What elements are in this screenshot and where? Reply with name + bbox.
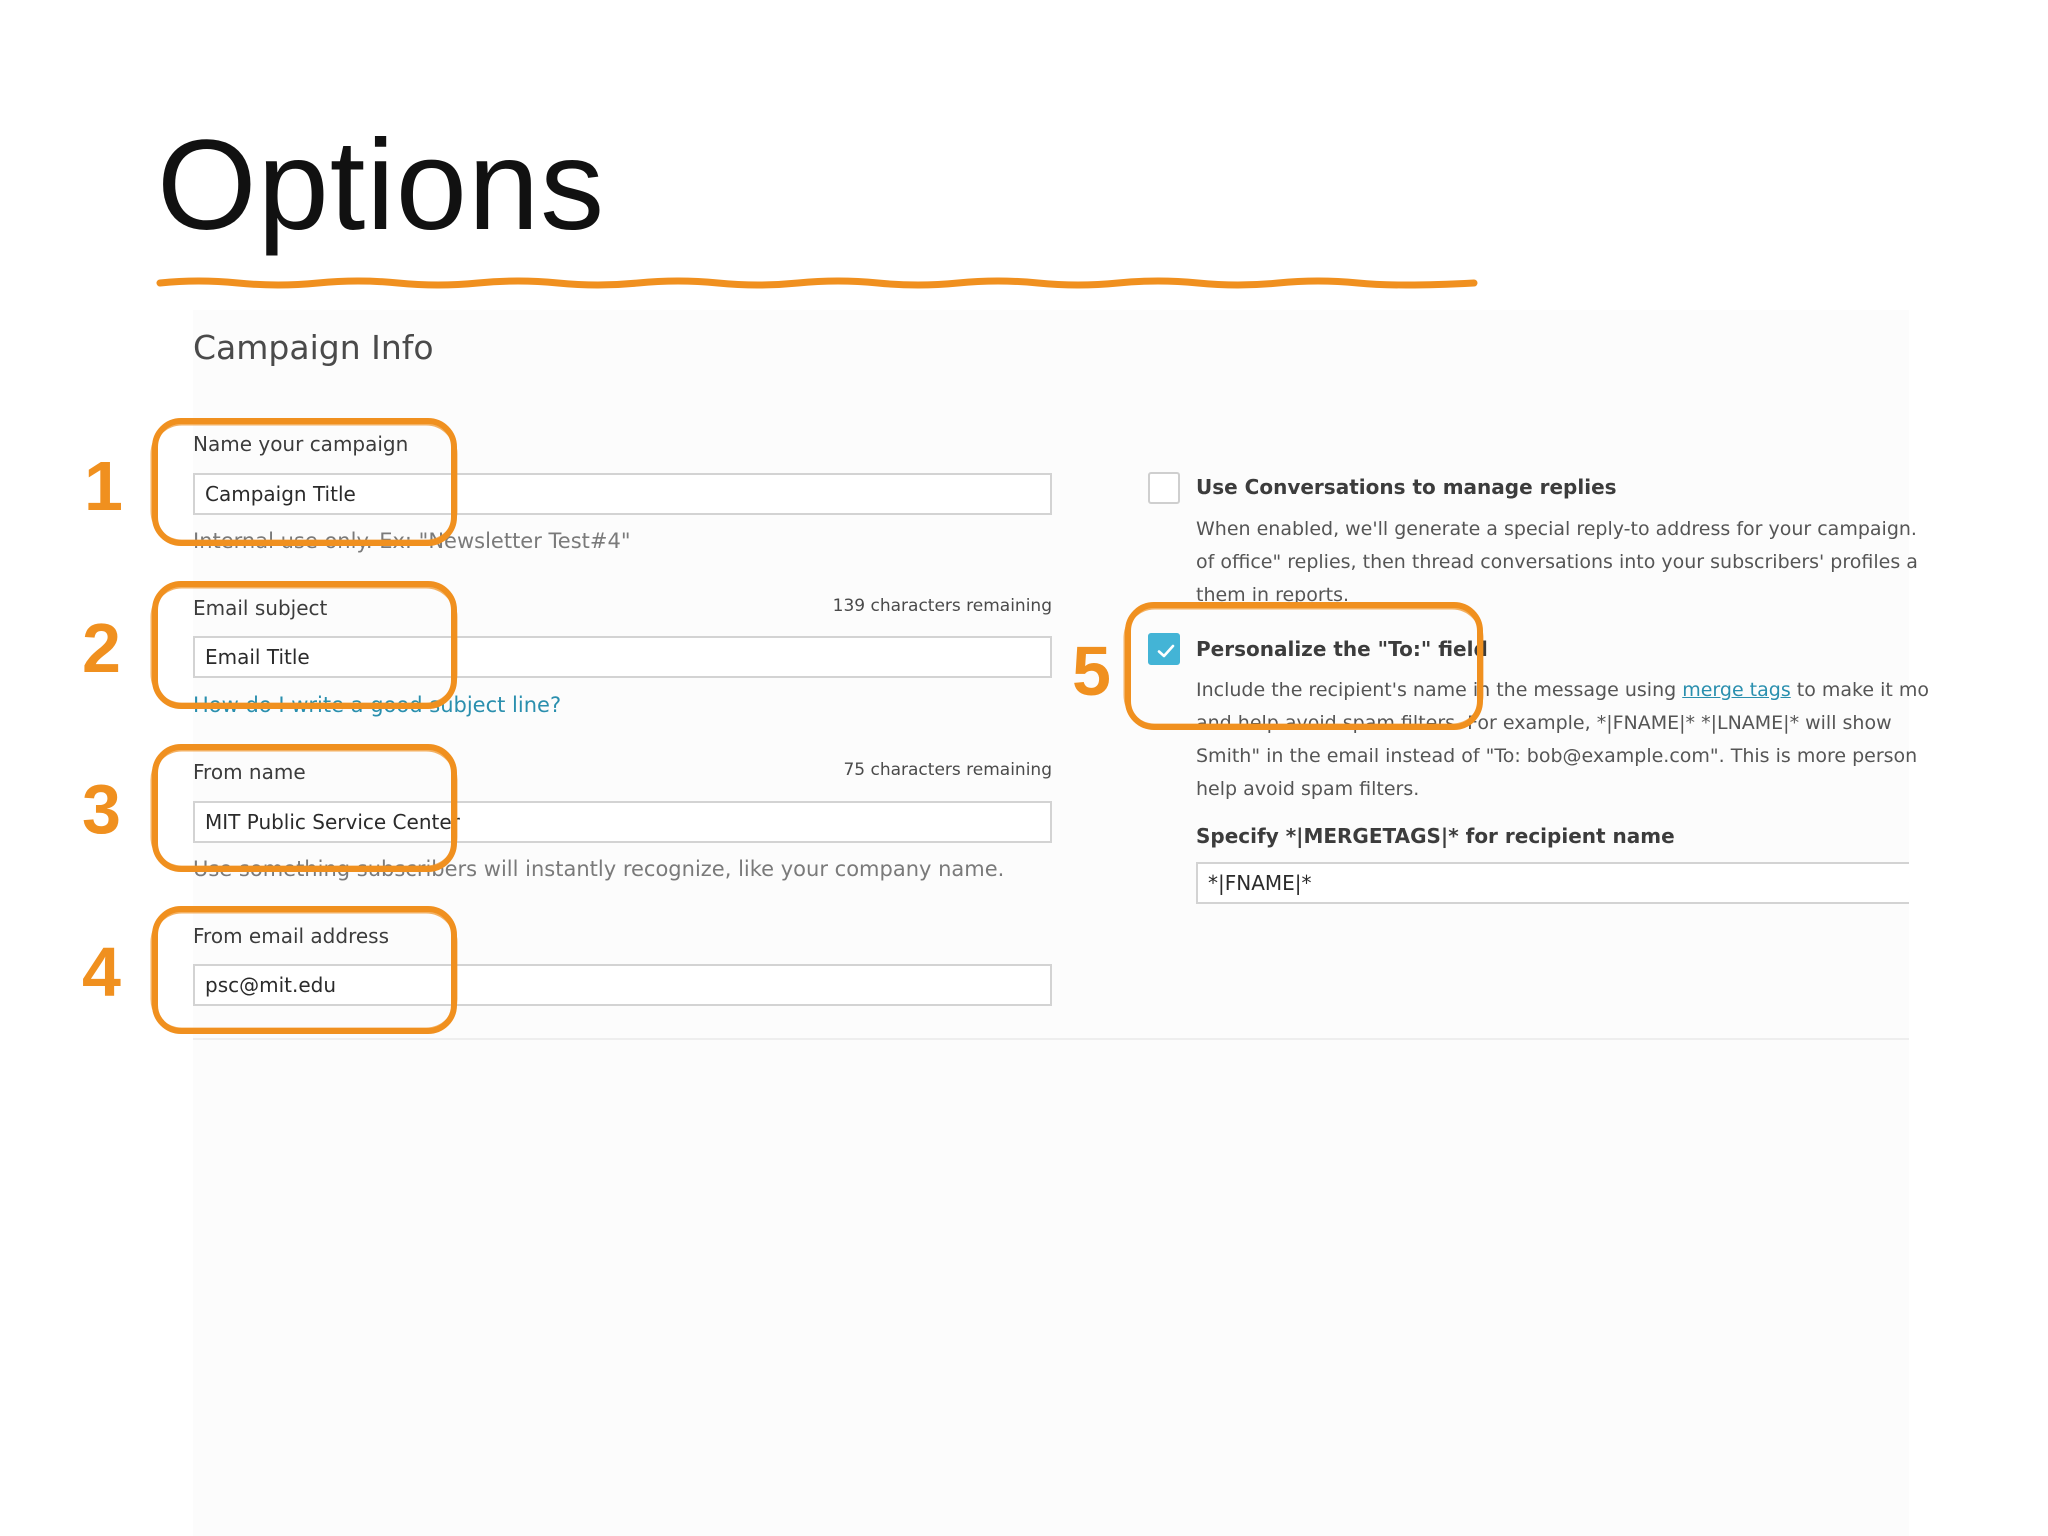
conversations-checkbox[interactable] <box>1148 472 1180 504</box>
section-title: Campaign Info <box>193 328 434 367</box>
from-name-input[interactable]: MIT Public Service Center <box>193 801 1052 843</box>
campaign-name-hint: Internal use only. Ex: "Newsletter Test#4" <box>193 529 631 553</box>
campaign-name-label: Name your campaign <box>193 432 409 456</box>
personalize-desc-line: Smith" in the email instead of "To: bob@example.com". This is more person <box>1196 745 1918 767</box>
callout-number-4: 4 <box>82 933 121 1011</box>
personalize-checkbox[interactable] <box>1148 633 1180 665</box>
email-subject-label: Email subject <box>193 596 328 620</box>
merge-tag-label: Specify *|MERGETAGS|* for recipient name <box>1196 824 1675 848</box>
slide-title: Options <box>157 114 606 257</box>
personalize-desc-line: help avoid spam filters. <box>1196 778 1420 800</box>
panel-divider <box>193 1038 1909 1040</box>
desc-text: Include the recipient's name in the message using <box>1196 679 1683 701</box>
personalize-description <box>1196 674 1954 806</box>
from-name-hint: Use something subscribers will instantly recognize, like your company name. <box>193 857 1005 881</box>
campaign-name-input[interactable]: Campaign Title <box>193 473 1052 515</box>
checkmark-icon <box>1154 639 1178 663</box>
from-name-label: From name <box>193 760 306 784</box>
callout-number-1: 1 <box>84 447 123 525</box>
merge-tag-input[interactable]: *|FNAME|* <box>1196 862 1909 904</box>
callout-number-3: 3 <box>82 770 121 848</box>
conversations-description <box>1196 513 1954 612</box>
personalize-label: Personalize the "To:" field <box>1196 637 1488 661</box>
conversations-desc-line: them in reports. <box>1196 584 1350 606</box>
subject-line-help-link[interactable]: How do I write a good subject line? <box>193 693 562 717</box>
email-subject-counter: 139 characters remaining <box>832 596 1052 616</box>
conversations-desc-line: When enabled, we'll generate a special reply-to address for your campaign. <box>1196 518 1917 540</box>
campaign-info-panel <box>193 310 1930 1536</box>
email-subject-input[interactable]: Email Title <box>193 636 1052 678</box>
from-name-counter: 75 characters remaining <box>843 760 1052 780</box>
callout-number-5: 5 <box>1072 632 1111 710</box>
from-email-label: From email address <box>193 924 389 948</box>
callout-number-2: 2 <box>82 609 121 687</box>
personalize-desc-line: and help avoid spam filters. For example, *|FNAME|* *|LNAME|* will show <box>1196 712 1892 734</box>
personalize-desc-line <box>1196 674 1954 707</box>
conversations-desc-line: of office" replies, then thread conversations into your subscribers' profiles a <box>1196 551 1918 573</box>
conversations-label: Use Conversations to manage replies <box>1196 475 1617 499</box>
title-underline <box>158 276 1476 290</box>
merge-tags-link[interactable]: merge tags <box>1682 679 1791 701</box>
from-email-input[interactable]: psc@mit.edu <box>193 964 1052 1006</box>
desc-text: to make it mo <box>1790 679 1930 701</box>
